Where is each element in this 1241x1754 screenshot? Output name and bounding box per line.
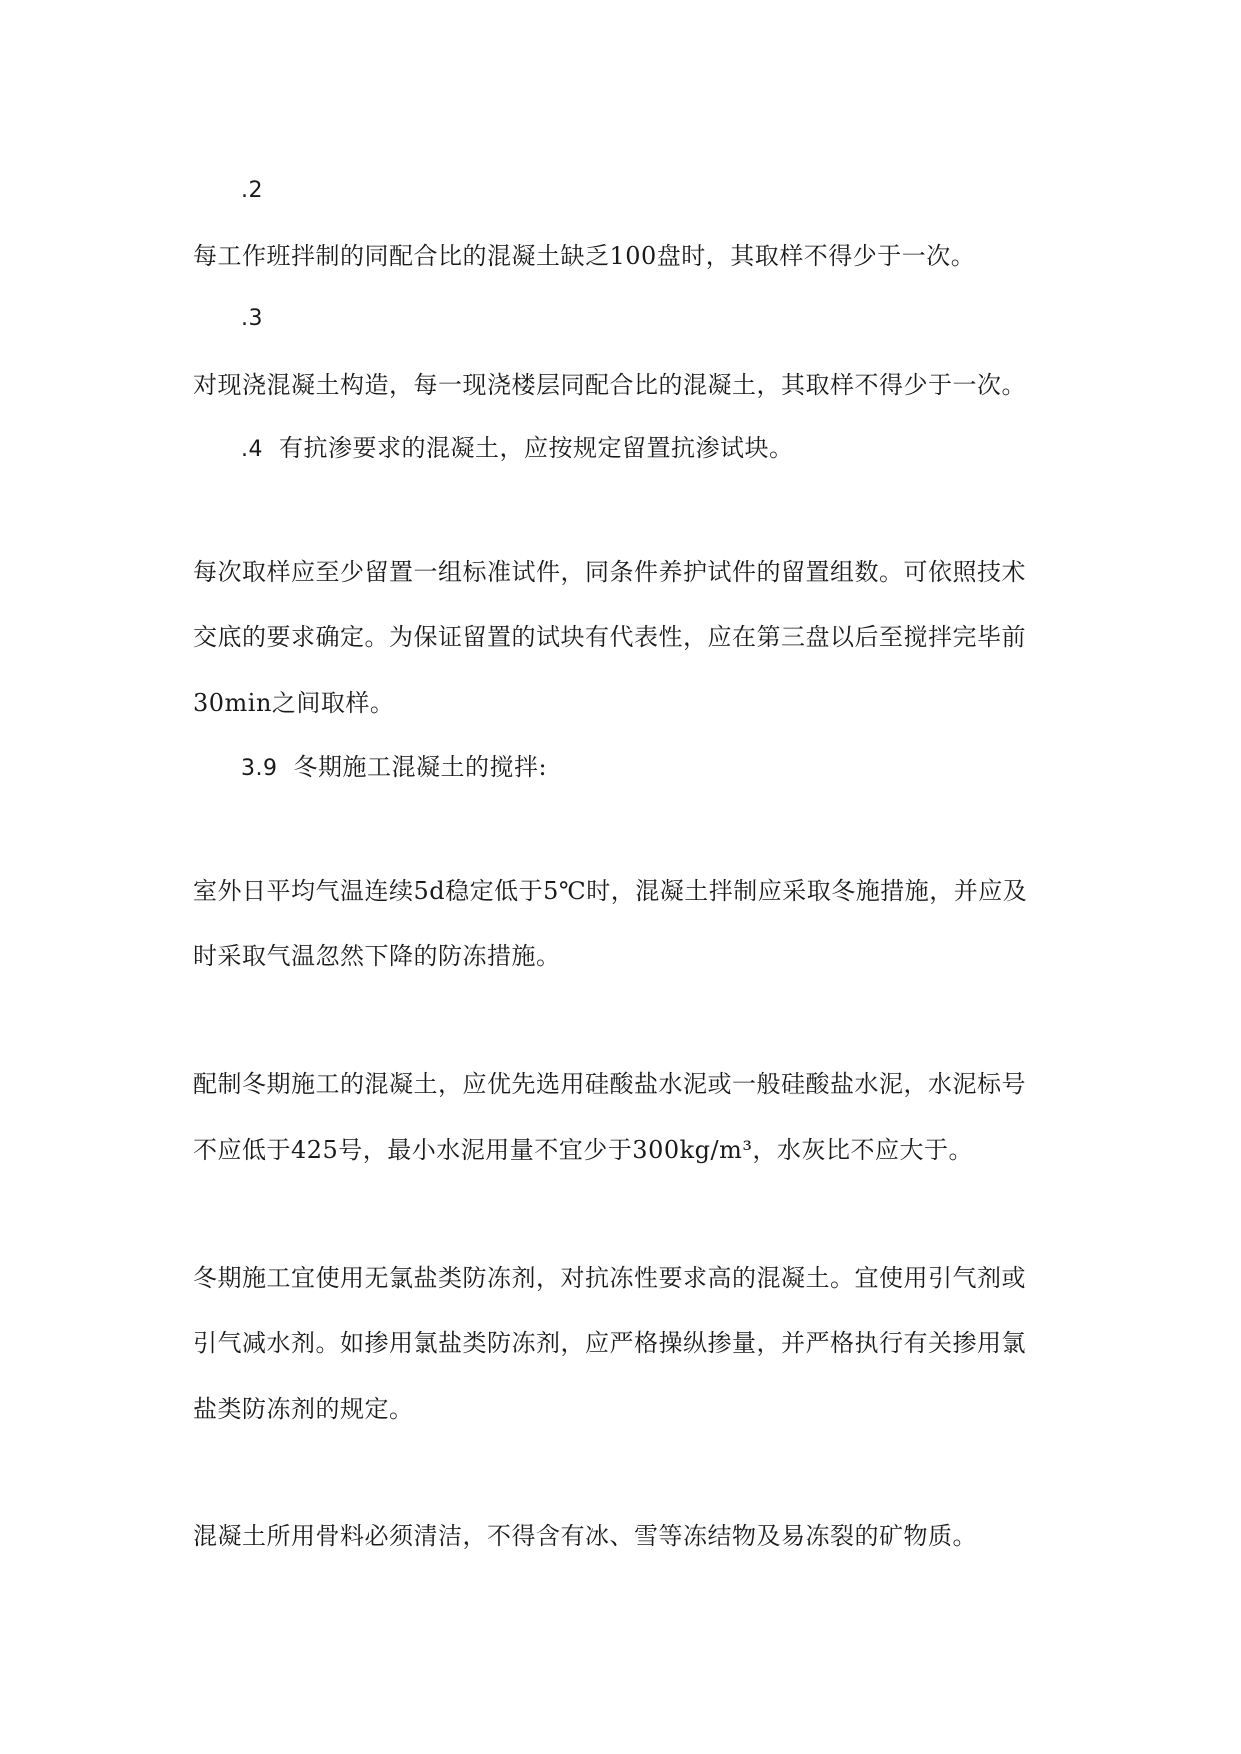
section-heading-3-9 — [241, 752, 547, 784]
paragraph-line: 每工作班拌制的同配合比的混凝土缺乏100盘时，其取样不得少于一次。 — [193, 242, 976, 270]
paragraph-line: 引气减水剂。如掺用氯盐类防冻剂，应严格操纵掺量，并严格执行有关掺用氯 — [193, 1329, 1026, 1357]
paragraph-line: 冬期施工宜使用无氯盐类防冻剂，对抗冻性要求高的混凝土。宜使用引气剂或 — [193, 1264, 1026, 1292]
item-number-2: .2 — [241, 178, 263, 203]
item-4-text: 有抗渗要求的混凝土，应按规定留置抗渗试块。 — [279, 434, 794, 462]
paragraph-line: 时采取气温忽然下降的防冻措施。 — [193, 942, 561, 970]
paragraph-line: 每次取样应至少留置一组标准试件，同条件养护试件的留置组数。可依照技术 — [193, 558, 1026, 586]
paragraph-line: 盐类防冻剂的规定。 — [193, 1395, 414, 1423]
paragraph-line: 混凝土所用骨料必须清洁，不得含有冰、雪等冻结物及易冻裂的矿物质。 — [193, 1522, 977, 1550]
paragraph-line: 对现浇混凝土构造，每一现浇楼层同配合比的混凝土，其取样不得少于一次。 — [193, 371, 1026, 399]
paragraph-line: 交底的要求确定。为保证留置的试块有代表性，应在第三盘以后至搅拌完毕前 — [193, 623, 1026, 651]
item-number-3: .3 — [241, 306, 263, 331]
paragraph-line: 不应低于425号，最小水泥用量不宜少于300kg/m³，水灰比不应大于。 — [193, 1136, 973, 1164]
item-number-4: .4 — [241, 437, 263, 462]
paragraph-line: 30min之间取样。 — [193, 689, 395, 717]
paragraph-line: 配制冬期施工的混凝土，应优先选用硅酸盐水泥或一般硅酸盐水泥，水泥标号 — [193, 1070, 1026, 1098]
section-title: 冬期施工混凝土的搅拌: — [293, 753, 548, 781]
item-4-line — [241, 433, 794, 465]
paragraph-line: 室外日平均气温连续5d稳定低于5℃时，混凝土拌制应采取冬施措施，并应及 — [193, 877, 1028, 905]
section-number: 3.9 — [241, 756, 278, 781]
